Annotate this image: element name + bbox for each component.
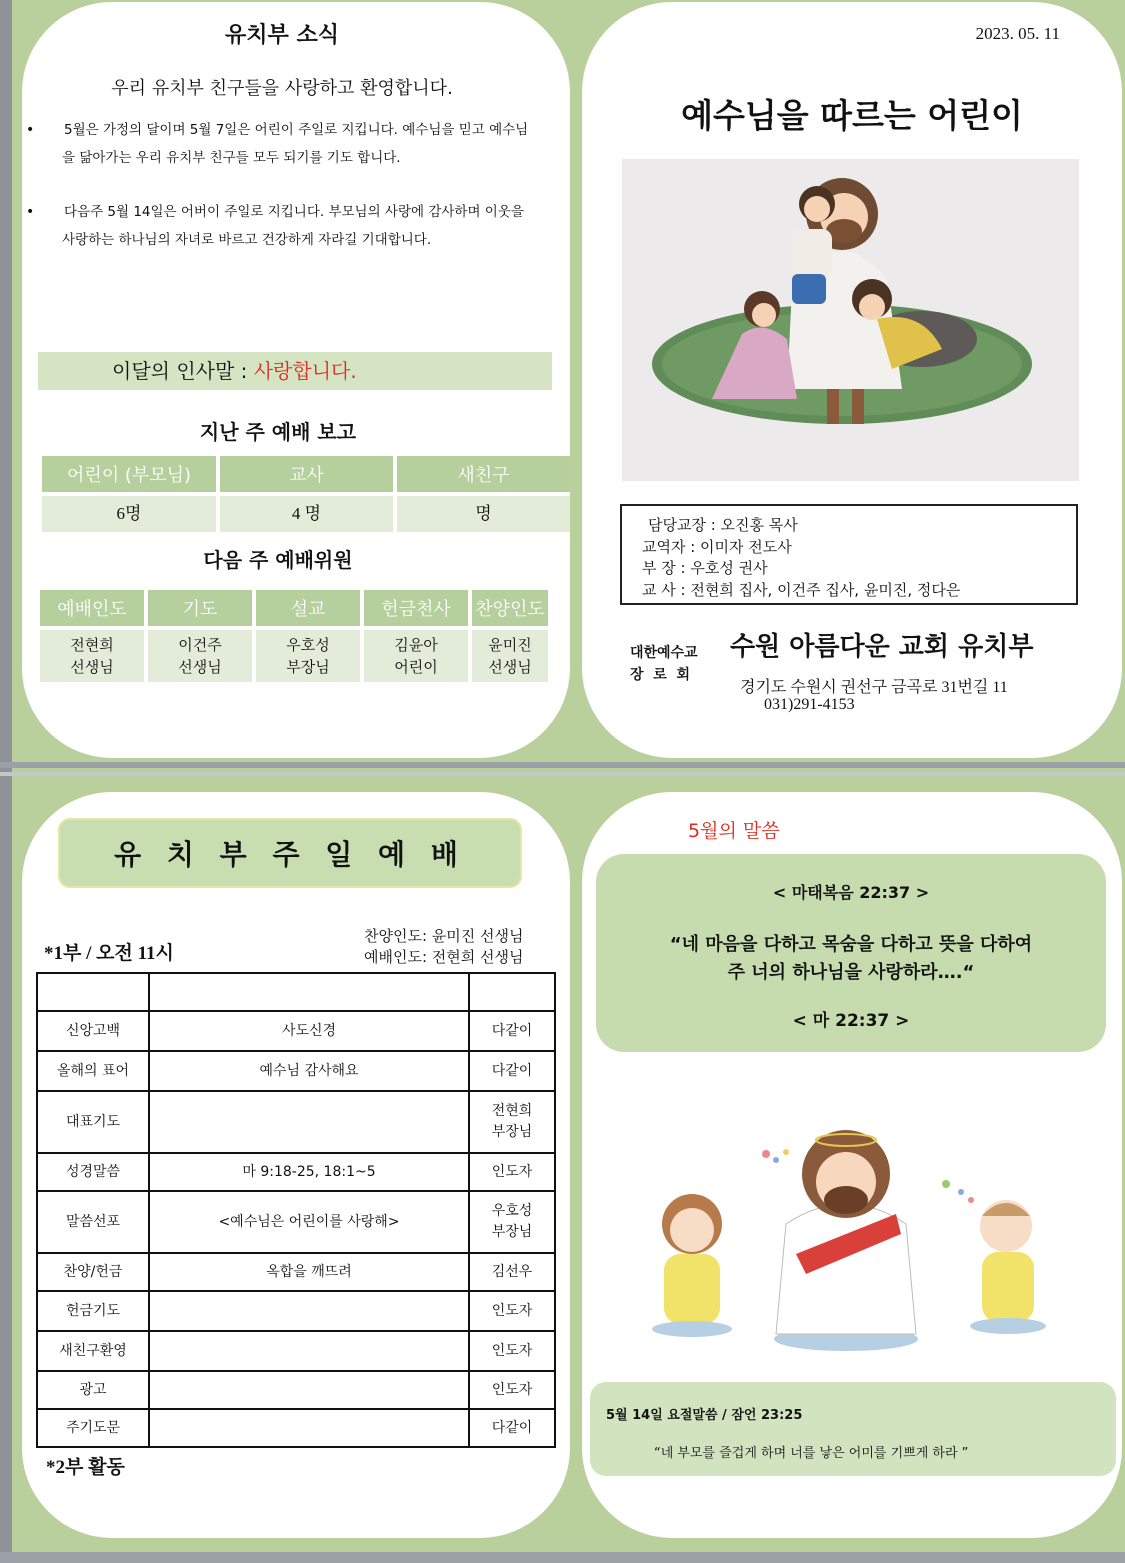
worship-leader: 예배인도: 전현희 선생님 — [364, 948, 524, 966]
denomination-line: 대한예수교 — [630, 645, 698, 661]
order-item: 찬양/헌금 — [37, 1253, 149, 1291]
order-item: 헌금기도 — [37, 1291, 149, 1331]
welcome-text: 우리 유치부 친구들을 사랑하고 환영합니다. — [111, 78, 453, 99]
bullet-line: 다음주 5월 14일은 어버이 주일로 지킵니다. 부모님의 사랑에 감사하며 이웃을 — [64, 204, 524, 220]
order-row — [37, 1409, 555, 1447]
praise-leader: 찬양인도: 윤미진 선생님 — [364, 927, 524, 945]
order-item: 새친구환영 — [37, 1331, 149, 1371]
order-content — [149, 1409, 469, 1447]
news-panel — [22, 2, 570, 758]
bullet-line: 을 닮아가는 우리 유치부 친구들 모두 되기를 기도 합니다. — [62, 150, 401, 166]
page-divider-top — [0, 762, 1125, 768]
staff-line: 교 사 : 전현희 집사, 이건주 집사, 윤미진, 정다은 — [642, 580, 961, 599]
order-item: 성경말씀 — [37, 1153, 149, 1191]
memory-verse-box — [590, 1382, 1116, 1476]
report-header: 교사 — [218, 454, 395, 494]
left-margin-bar — [0, 0, 12, 1563]
denomination — [630, 642, 698, 686]
order-row — [37, 973, 555, 1011]
bullet-dot: • — [26, 122, 35, 138]
jesus-with-children-illustration — [622, 159, 1079, 481]
order-row — [37, 1253, 555, 1291]
order-item: 주기도문 — [37, 1409, 149, 1447]
church-phone: 031)291-4153 — [764, 696, 855, 713]
staff-box — [620, 504, 1078, 605]
staff-line: 교역자 : 이미자 전도사 — [642, 537, 792, 556]
order-leader: 인도자 — [469, 1153, 555, 1191]
order-leader: 인도자 — [469, 1291, 555, 1331]
committee-header: 찬양인도 — [470, 588, 550, 628]
committee-header: 기도 — [146, 588, 254, 628]
order-leader — [469, 973, 555, 1011]
memory-verse-text: “네 부모를 즐겁게 하며 너를 낳은 어미를 기쁘게 하라 ” — [654, 1446, 969, 1461]
order-row — [37, 1371, 555, 1409]
order-leader: 다같이 — [469, 1051, 555, 1091]
greeting-label: 이달의 인사말 : — [112, 359, 254, 383]
order-item: 신앙고백 — [37, 1011, 149, 1051]
order-leader: 인도자 — [469, 1331, 555, 1371]
order-row — [37, 1011, 555, 1051]
order-content: 옥합을 깨뜨려 — [149, 1253, 469, 1291]
service-order-table — [36, 972, 556, 1448]
verse-line: 주 너의 하나님을 사랑하라….“ — [727, 962, 975, 983]
service-leaders — [364, 926, 524, 968]
report-title: 지난 주 예배 보고 — [199, 420, 357, 444]
report-header: 새친구 — [395, 454, 570, 494]
cover-panel — [582, 2, 1122, 758]
scripture-panel — [582, 792, 1122, 1538]
news-title: 유치부 소식 — [225, 23, 339, 48]
monthly-greeting — [38, 352, 552, 390]
staff-line: 부 장 : 우호성 권사 — [642, 559, 768, 577]
bullet-dot: • — [26, 204, 35, 220]
church-address: 경기도 수원시 권선구 금곡로 31번길 11 — [740, 679, 1008, 696]
report-value: 명 — [395, 494, 570, 534]
page-divider-bottom — [0, 772, 1125, 776]
bullet-line: 사랑하는 하나님의 자녀로 바르고 건강하게 자라길 기대합니다. — [62, 232, 432, 248]
report-header: 어린이 (부모님) — [40, 454, 218, 494]
order-item — [37, 973, 149, 1011]
verse-reference: < 마 22:37 > — [792, 1011, 910, 1031]
committee-title: 다음 주 예배위원 — [203, 548, 353, 572]
committee-member: 윤미진 선생님 — [470, 628, 550, 684]
service-time-label: *1부 / 오전 11시 — [44, 943, 174, 964]
service-title: 유 치 부 주 일 예 배 — [58, 818, 522, 888]
order-content: 마 9:18-25, 18:1~5 — [149, 1153, 469, 1191]
verse-box — [596, 854, 1106, 1052]
committee-member: 이건주 선생님 — [146, 628, 254, 684]
page-bottom-edge — [0, 1552, 1125, 1563]
report-value: 6명 — [40, 494, 218, 534]
order-content: 예수님 감사해요 — [149, 1051, 469, 1091]
part2-label: *2부 활동 — [46, 1457, 125, 1478]
order-content — [149, 1291, 469, 1331]
jesus-praying-illustration — [626, 1104, 1086, 1354]
order-content — [149, 1091, 469, 1153]
committee-member: 전현희 선생님 — [38, 628, 146, 684]
committee-member: 우호성 부장님 — [254, 628, 362, 684]
order-leader: 인도자 — [469, 1371, 555, 1409]
order-item: 올해의 표어 — [37, 1051, 149, 1091]
order-leader: 우호성 부장님 — [469, 1191, 555, 1253]
report-table — [40, 454, 570, 534]
order-content — [149, 1371, 469, 1409]
order-content: <예수님은 어린이를 사랑해> — [149, 1191, 469, 1253]
order-row — [37, 1331, 555, 1371]
memory-verse-title: 5월 14일 요절말씀 / 잠언 23:25 — [606, 1408, 803, 1423]
committee-header: 헌금천사 — [362, 588, 470, 628]
denomination-line: 장 로 회 — [630, 667, 691, 683]
order-row — [37, 1091, 555, 1153]
order-item: 대표기도 — [37, 1091, 149, 1153]
greeting-value: 사랑합니다. — [253, 359, 357, 383]
order-content — [149, 973, 469, 1011]
order-row — [37, 1051, 555, 1091]
order-leader: 김선우 — [469, 1253, 555, 1291]
order-content: 사도신경 — [149, 1011, 469, 1051]
order-row — [37, 1153, 555, 1191]
committee-header: 설교 — [254, 588, 362, 628]
order-row — [37, 1291, 555, 1331]
order-leader: 전현희 부장님 — [469, 1091, 555, 1153]
committee-header: 예배인도 — [38, 588, 146, 628]
verse-line: “네 마음을 다하고 목숨을 다하고 뜻을 다하여 — [669, 934, 1033, 955]
monthly-word-title: 5월의 말씀 — [688, 820, 780, 842]
order-leader: 다같이 — [469, 1409, 555, 1447]
church-name: 수원 아름다운 교회 유치부 — [730, 632, 1034, 662]
committee-table — [38, 588, 550, 684]
order-row — [37, 1191, 555, 1253]
bulletin-date: 2023. 05. 11 — [975, 24, 1060, 43]
order-leader: 다같이 — [469, 1011, 555, 1051]
service-order-panel — [22, 792, 570, 1538]
bullet-line: 5월은 가정의 달이며 5월 7일은 어린이 주일로 지킵니다. 예수님을 믿고 예수님 — [64, 122, 529, 138]
report-value: 4 명 — [218, 494, 395, 534]
order-content — [149, 1331, 469, 1371]
committee-member: 김윤아 어린이 — [362, 628, 470, 684]
order-item: 말씀선포 — [37, 1191, 149, 1253]
cover-title: 예수님을 따르는 어린이 — [681, 96, 1023, 135]
order-item: 광고 — [37, 1371, 149, 1409]
staff-line: 담당교장 : 오진홍 목사 — [648, 516, 798, 534]
verse-reference: < 마태복음 22:37 > — [772, 883, 930, 902]
